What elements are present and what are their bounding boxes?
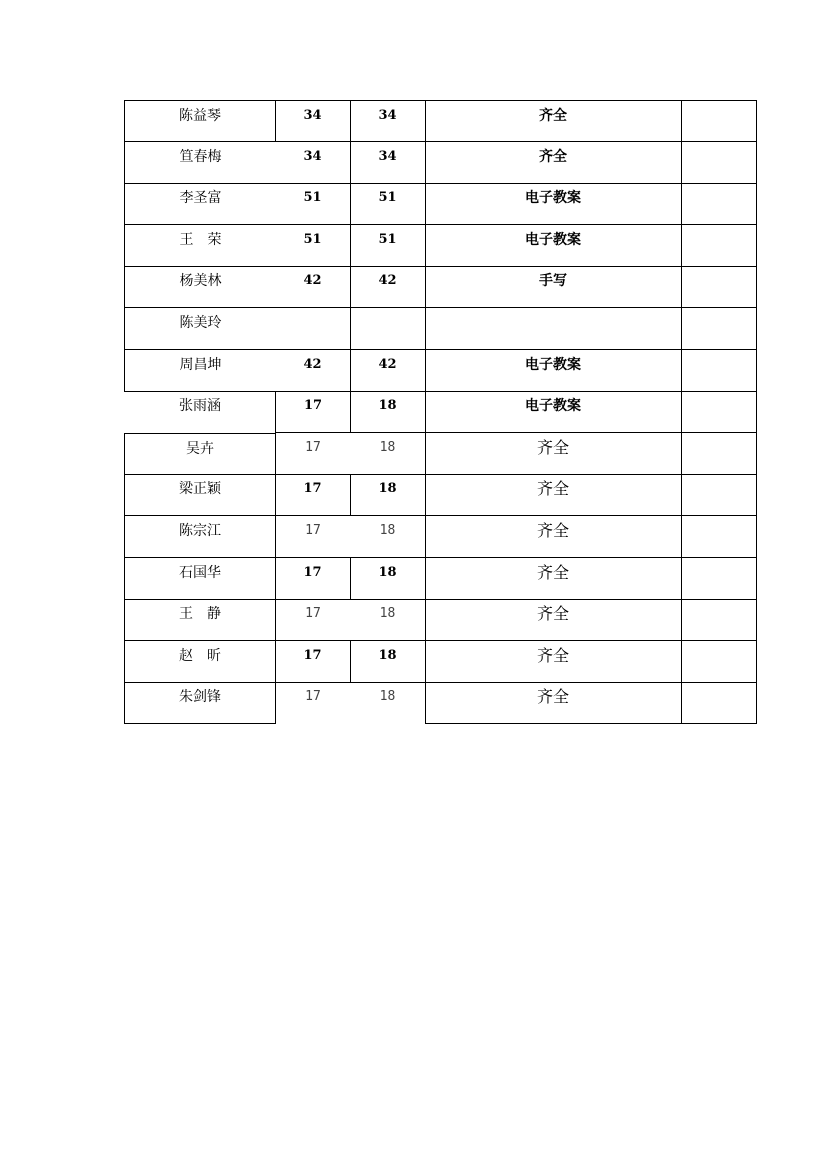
count-b-cell: 42	[350, 266, 426, 308]
count-b-cell: 18	[350, 516, 426, 558]
count-b-cell	[350, 308, 426, 350]
remark-cell	[681, 516, 757, 558]
table-row	[124, 308, 757, 350]
status-cell: 齐全	[425, 599, 682, 641]
count-a-cell: 17	[275, 599, 351, 641]
teacher-name-cell: 王 静	[124, 599, 276, 641]
count-a-cell: 17	[275, 641, 351, 683]
teacher-name-cell: 李圣富	[124, 183, 276, 225]
count-a-cell: 51	[275, 225, 351, 267]
count-b-cell: 18	[350, 641, 426, 683]
status-cell: 齐全	[425, 516, 682, 558]
remark-cell	[681, 433, 757, 475]
count-b-cell: 18	[350, 391, 426, 433]
count-b-cell: 51	[350, 225, 426, 267]
remark-cell	[681, 266, 757, 308]
count-b-cell: 34	[350, 142, 426, 184]
count-b-cell: 18	[350, 558, 426, 600]
count-a-cell: 17	[275, 516, 351, 558]
remark-cell	[681, 599, 757, 641]
status-cell: 齐全	[425, 433, 682, 475]
count-b-cell: 18	[350, 433, 426, 475]
remark-cell	[681, 558, 757, 600]
status-cell: 齐全	[425, 142, 682, 184]
status-cell: 齐全	[425, 682, 682, 724]
table-row	[124, 599, 757, 641]
remark-cell	[681, 350, 757, 392]
count-b-cell: 18	[350, 682, 426, 724]
remark-cell	[681, 225, 757, 267]
table-row	[124, 350, 757, 392]
count-a-cell: 17	[275, 433, 351, 475]
table-row	[124, 474, 757, 516]
table-row	[124, 558, 757, 600]
status-cell: 齐全	[425, 474, 682, 516]
table-row	[124, 391, 757, 433]
remark-cell	[681, 474, 757, 516]
status-cell: 电子教案	[425, 225, 682, 267]
teacher-name-cell: 笪春梅	[124, 142, 276, 184]
teacher-name-cell: 吴卉	[124, 433, 276, 475]
count-b-cell: 34	[350, 100, 426, 142]
teacher-name-cell: 朱剑锋	[124, 682, 276, 724]
count-a-cell: 17	[305, 689, 321, 704]
status-cell: 齐全	[425, 641, 682, 683]
table-row	[124, 641, 757, 683]
table-row	[124, 433, 757, 475]
table-row	[124, 266, 757, 308]
teacher-name-cell: 石国华	[124, 558, 276, 600]
table-row	[124, 183, 757, 225]
teacher-name-cell: 杨美林	[124, 266, 276, 308]
count-a-cell: 34	[275, 100, 351, 142]
count-b-cell: 42	[350, 350, 426, 392]
remark-cell	[681, 100, 757, 142]
status-cell: 电子教案	[425, 391, 682, 433]
teacher-name-cell: 赵 昕	[124, 641, 276, 683]
count-b-cell: 18	[350, 599, 426, 641]
count-a-cell: 42	[275, 266, 351, 308]
remark-cell	[681, 641, 757, 683]
count-a-cell	[275, 308, 351, 350]
remark-cell	[681, 391, 757, 433]
count-a-cell: 17	[275, 391, 351, 433]
teacher-name-cell: 陈宗江	[124, 516, 276, 558]
teacher-name-cell: 张雨涵	[179, 398, 221, 414]
table-row	[124, 100, 757, 142]
count-b-cell: 51	[350, 183, 426, 225]
table-row	[124, 682, 757, 724]
teacher-name-cell: 陈美玲	[124, 308, 276, 350]
status-cell: 电子教案	[425, 350, 682, 392]
remark-cell	[681, 142, 757, 184]
table-row	[124, 516, 757, 558]
count-a-cell: 51	[275, 183, 351, 225]
table-row	[124, 225, 757, 267]
status-cell: 手写	[425, 266, 682, 308]
remark-cell	[681, 183, 757, 225]
count-a-cell: 42	[275, 350, 351, 392]
count-a-cell: 17	[275, 474, 351, 516]
teacher-name-cell: 王 荣	[124, 225, 276, 267]
teacher-name-cell: 周昌坤	[124, 350, 276, 392]
status-cell: 电子教案	[425, 183, 682, 225]
remark-cell	[681, 308, 757, 350]
count-b-cell: 18	[350, 474, 426, 516]
teacher-name-cell: 陈益琴	[124, 100, 276, 142]
count-a-cell: 34	[275, 142, 351, 184]
count-a-cell: 17	[275, 558, 351, 600]
teacher-name-cell: 梁正颖	[124, 474, 276, 516]
status-cell: 齐全	[425, 558, 682, 600]
status-cell	[425, 308, 682, 350]
status-cell: 齐全	[425, 100, 682, 142]
table-row	[124, 142, 757, 184]
remark-cell	[681, 682, 757, 724]
